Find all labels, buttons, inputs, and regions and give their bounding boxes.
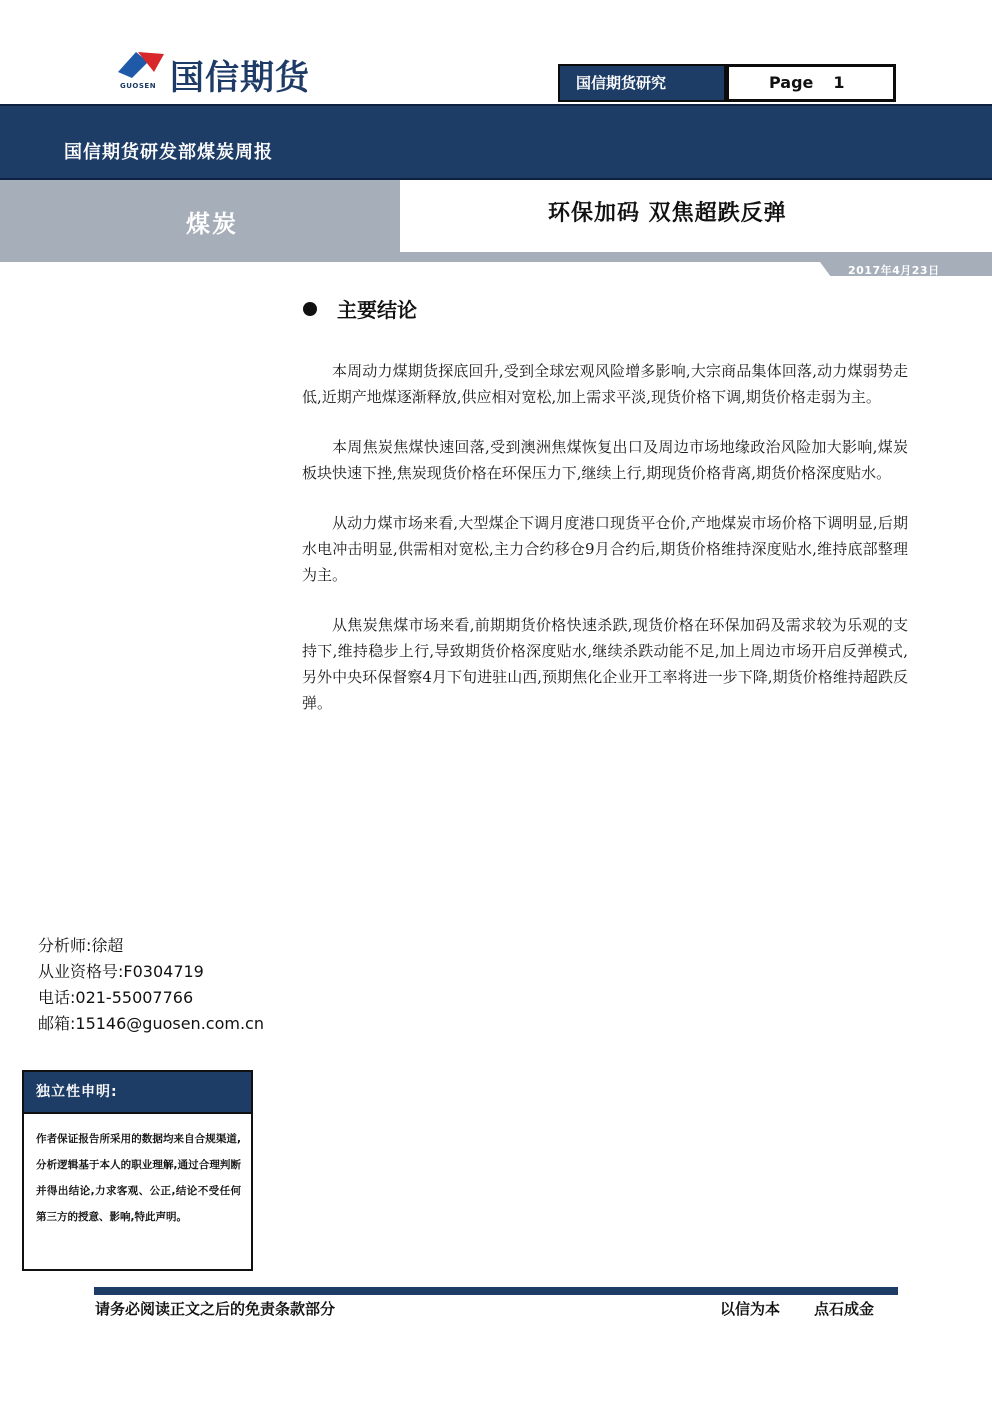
analyst-email: 邮箱:15146@guosen.com.cn	[38, 1014, 264, 1033]
analyst-info	[38, 933, 264, 1037]
paragraph: 本周动力煤期货探底回升,受到全球宏观风险增多影响,大宗商品集体回落,动力煤弱势走低,近期产地煤逐渐释放,供应相对宽松,加上需求平淡,现货价格下调,期货价格走弱为主。	[302, 362, 908, 406]
paragraph: 从动力煤市场来看,大型煤企下调月度港口现货平仓价,产地煤炭市场价格下调明显,后期水电冲击明显,供需相对宽松,主力合约移仓9月合约后,期货价格维持深度贴水,维持底部整理为主。	[302, 514, 908, 584]
analyst-name: 分析师:徐超	[38, 936, 124, 955]
page-number: 1	[833, 73, 845, 92]
report-series-title: 国信期货研发部煤炭周报	[64, 142, 273, 163]
page-indicator	[726, 64, 896, 102]
motto-1: 以信为本	[720, 1300, 781, 1318]
statement-title: 独立性申明:	[24, 1072, 251, 1114]
analyst-license: 从业资格号:F0304719	[38, 962, 204, 981]
research-label: 国信期货研究	[558, 64, 726, 102]
paragraph: 本周焦炭焦煤快速回落,受到澳洲焦煤恢复出口及周边市场地缘政治风险加大影响,煤炭板块快速下挫,焦炭现货价格在环保压力下,继续上行,期现货价格背离,期货价格深度贴水。	[302, 438, 908, 482]
logo-english: GUOSEN	[120, 82, 157, 90]
independence-statement	[22, 1070, 253, 1271]
guosen-logo-icon	[114, 48, 166, 84]
company-logo	[114, 44, 354, 98]
section-heading: 主要结论	[337, 298, 417, 322]
logo-text: 国信期货	[170, 58, 310, 98]
paragraph: 从焦炭焦煤市场来看,前期期货价格快速杀跌,现货价格在环保加码及需求较为乐观的支持下,维持稳步上行,导致期货价格深度贴水,继续杀跌动能不足,加上周边市场开启反弹模式,另外中央环保督察4月下旬进驻山西,预期焦化企业开工率将进一步下降,期货价格维持超跌反弹。	[302, 616, 908, 712]
sector-label: 煤炭	[186, 210, 238, 238]
page-label: Page	[769, 73, 814, 92]
report-headline: 环保加码 双焦超跌反弹	[548, 201, 787, 226]
footer-notice: 请务必阅读正文之后的免责条款部分	[95, 1300, 336, 1318]
statement-text: 作者保证报告所采用的数据均来自合规渠道,分析逻辑基于本人的职业理解,通过合理判断并得出结论,力求客观、公正,结论不受任何第三方的授意、影响,特此声明。	[36, 1133, 241, 1223]
footer-rule	[94, 1287, 898, 1295]
bullet-icon	[303, 302, 317, 316]
report-date: 2017年4月23日	[848, 264, 940, 277]
conclusion-body	[302, 358, 908, 740]
footer-motto	[720, 1298, 874, 1319]
divider-strip	[0, 252, 992, 262]
motto-2: 点石成金	[814, 1300, 875, 1318]
analyst-phone: 电话:021-55007766	[38, 988, 194, 1007]
